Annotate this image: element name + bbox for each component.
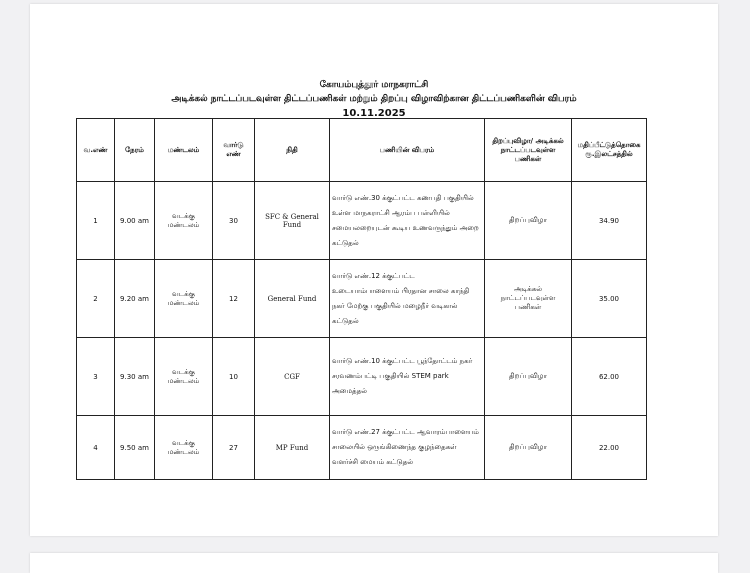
cell-amount: 22.00 (572, 416, 647, 480)
cell-amount: 62.00 (572, 338, 647, 416)
cell-zone: வடக்கு மண்டலம் (155, 338, 213, 416)
cell-description: வார்டு எண்.10 க்குட்பட்ட பூந்தோட்டம் நகர் சரவணம்பட்டி பகுதியில் STEM park அமைத்தல் (330, 338, 485, 416)
cell-fund: MP Fund (255, 416, 330, 480)
cell-type: அடிக்கல் நாட்டப்படவுள்ள பணிகள் (485, 260, 572, 338)
cell-description: வார்டு எண்.30 க்குட்பட்ட கணபதி பகுதியில் உள்ள மாநகராட்சி ஆரம்ப பள்ளியில் சமையலறையுடன் கூடிய உணவருந்தும் அறை கட்டுதல் (330, 182, 485, 260)
header-ward: வார்டு எண் (213, 119, 255, 182)
cell-description: வார்டு எண்.12 க்குட்பட்ட உடையாம்பாளையம் பிரதான சாலை காந்தி நகர் மேற்கு பகுதியில் மழைநீர் வடிகால் கட்டுதல் (330, 260, 485, 338)
cell-amount: 35.00 (572, 260, 647, 338)
header-zone: மண்டலம் (155, 119, 213, 182)
header-time: நேரம் (115, 119, 155, 182)
cell-time: 9.00 am (115, 182, 155, 260)
cell-description: வார்டு எண்.27 க்குட்பட்ட ஆவாரம்பாளையம் சாலையில் ஒருங்கிணைந்த குழந்தைகள் வளர்ச்சி மையம் கட்டுதல் (330, 416, 485, 480)
cell-fund: SFC & General Fund (255, 182, 330, 260)
cell-time: 9.50 am (115, 416, 155, 480)
document-date: 10.11.2025 (342, 108, 406, 119)
cell-type: திறப்புவிழா (485, 416, 572, 480)
cell-zone: வடக்கு மண்டலம் (155, 416, 213, 480)
header-sno: வ.எண் (77, 119, 115, 182)
header-type: திறப்புவிழா/ அடிக்கல் நாட்டப்படவுள்ள பணிகள் (485, 119, 572, 182)
cell-ward: 10 (213, 338, 255, 416)
table-header-row (77, 119, 647, 182)
cell-amount: 34.90 (572, 182, 647, 260)
cell-fund: General Fund (255, 260, 330, 338)
cell-ward: 27 (213, 416, 255, 480)
cell-sno: 2 (77, 260, 115, 338)
cell-sno: 3 (77, 338, 115, 416)
cell-sno: 4 (77, 416, 115, 480)
cell-type: திறப்புவிழா (485, 338, 572, 416)
document-subtitle: அடிக்கல் நாட்டப்படவுள்ள திட்டப்பணிகள் மற்றும் திறப்பு விழாவிற்கான திட்டப்பணிகளின் விபரம் (171, 94, 577, 104)
cell-zone: வடக்கு மண்டலம் (155, 260, 213, 338)
cell-sno: 1 (77, 182, 115, 260)
cell-time: 9.30 am (115, 338, 155, 416)
table-row (77, 338, 647, 416)
document-title: கோயம்புத்தூர் மாநகராட்சி (319, 80, 429, 90)
table-row (77, 182, 647, 260)
cell-type: திறப்புவிழா (485, 182, 572, 260)
table-row (77, 416, 647, 480)
header-amount: மதிப்பீட்டுத்தொகை ரூ.இலட்சத்தில் (572, 119, 647, 182)
projects-table (76, 118, 647, 480)
cell-zone: வடக்கு மண்டலம் (155, 182, 213, 260)
table-row (77, 260, 647, 338)
next-page (30, 553, 718, 573)
header-fund: நிதி (255, 119, 330, 182)
header-description: பணியின் விபரம் (330, 119, 485, 182)
cell-ward: 30 (213, 182, 255, 260)
cell-time: 9.20 am (115, 260, 155, 338)
document-page (30, 4, 718, 536)
cell-ward: 12 (213, 260, 255, 338)
cell-fund: CGF (255, 338, 330, 416)
